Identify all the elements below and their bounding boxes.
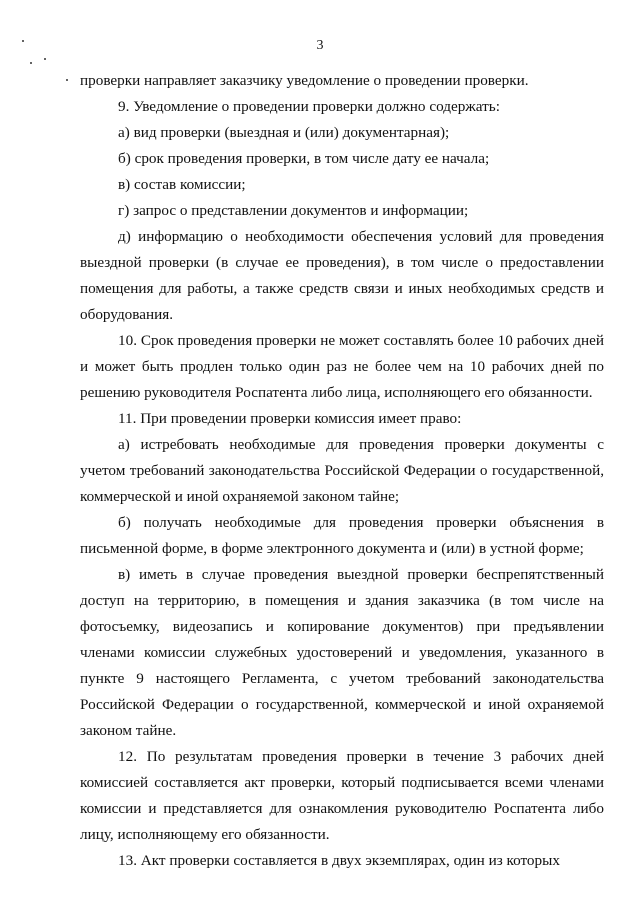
paragraph: д) информацию о необходимости обеспечения условий для проведения выездной проверки (в случае ее проведения), в том числе о предоставлении помещения для работы, а также средств связи и иных необходимых средств и оборудования. (80, 228, 604, 323)
scan-speck (44, 58, 46, 60)
scan-speck (30, 62, 32, 64)
scan-speck (66, 79, 68, 81)
paragraph: б) получать необходимые для проведения проверки объяснения в письменной форме, в форме электронного документа и (или) в устной форме; (80, 514, 604, 557)
paragraph: проверки направляет заказчику уведомление о проведении проверки. (80, 72, 529, 89)
document-body (80, 68, 604, 874)
paragraph: а) вид проверки (выездная и (или) документарная); (118, 124, 450, 141)
paragraph: 11. При проведении проверки комиссия имеет право: (118, 410, 462, 427)
paragraph: г) запрос о представлении документов и информации; (118, 202, 469, 219)
paragraph: 12. По результатам проведения проверки в течение 3 рабочих дней комиссией составляется акт проверки, который подписывается всеми членами комиссии и представляется для ознакомления руководителю Роспатента либо лицу, исполняющему его обязанности. (80, 748, 604, 843)
paragraph: 10. Срок проведения проверки не может составлять более 10 рабочих дней и может быть продлен только один раз не более чем на 10 рабочих дней по решению руководителя Роспатента либо лица, исполняющего его обязанности. (80, 332, 604, 401)
paragraph: в) иметь в случае проведения выездной проверки беспрепятственный доступ на территорию, в помещения и здания заказчика (в том числе на фотосъемку, видеозапись и копирование документов) при предъявлении членами комиссии служебных удостоверений и уведомления, указанного в пункте 9 настоящего Регламента, с учетом требований законодательства Российской Федерации о государственной, коммерческой и иной охраняемой законом тайне. (80, 566, 604, 739)
paragraph: в) состав комиссии; (118, 176, 246, 193)
page-number: 3 (316, 38, 324, 53)
paragraph: а) истребовать необходимые для проведения проверки документы с учетом требований законодательства Российской Федерации о государственной, коммерческой и иной охраняемой законом тайне; (80, 436, 604, 505)
paragraph: б) срок проведения проверки, в том числе дату ее начала; (118, 150, 490, 167)
paragraph: 9. Уведомление о проведении проверки должно содержать: (118, 98, 500, 115)
paragraph: 13. Акт проверки составляется в двух экземплярах, один из которых (118, 852, 560, 869)
